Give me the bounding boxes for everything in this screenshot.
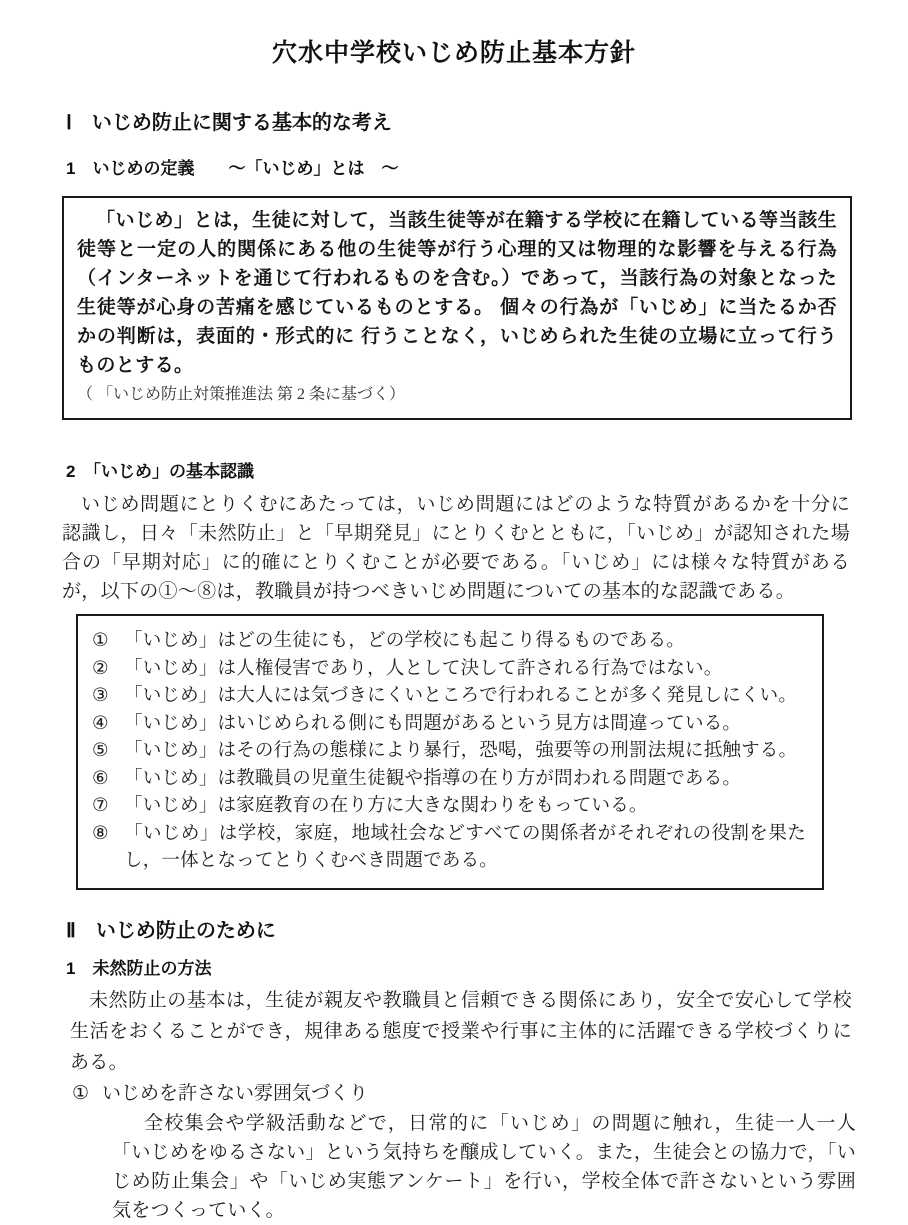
- list-item: [92, 683, 806, 711]
- item-text: 「いじめ」は大人には気づきにくいところで行われることが多く発見しにくい。: [124, 686, 798, 706]
- item-number: ④: [92, 713, 109, 734]
- item-number: ⑧: [92, 823, 109, 844]
- prevention-paragraph: 未然防止の基本は，生徒が親友や教職員と信頼できる関係にあり，安全で安心して学校生活をおくることができ，規律ある態度で授業や行事に主体的に活躍できる学校づくりにある。: [70, 989, 852, 1073]
- item-number: ⑥: [92, 768, 109, 789]
- list-item: [92, 766, 806, 794]
- basic-recognition-paragraph: いじめ問題にとりくむにあたっては，いじめ問題にはどのような特質があるかを十分に認識し，日々「未然防止」と「早期発見」にとりくむとともに，「いじめ」が認知された場合の「早期対応」に的確にとりくむことが必要である。「いじめ」には様々な特質があるが，以下の①～⑧は，教職員が持つべきいじめ問題についての基本的な認識である。: [62, 494, 850, 602]
- definition-citation: （ 「いじめ防止対策推進法 第 2 条に基づく）: [77, 386, 406, 403]
- list-item: [92, 656, 806, 684]
- list-item: [92, 711, 806, 739]
- section-1-heading: Ⅰ いじめ防止に関する基本的な考え: [66, 112, 392, 134]
- item-number: ②: [92, 658, 109, 679]
- item-text: 「いじめ」は家庭教育の在り方に大きな関わりをもっている。: [124, 796, 648, 816]
- prevention-point: [72, 1078, 908, 1109]
- point-label: いじめを許さない雰囲気づくり: [102, 1082, 369, 1104]
- prevention-point-detail: 全校集会や学級活動などで，日常的に「いじめ」の問題に触れ，生徒一人一人「いじめをゆるさない」という気持ちを醸成していく。また，生徒会との協力で，「いじめ防止集会」や「いじめ実態アンケート」を行い，学校全体で許さないという雰囲気をつくっていく。: [112, 1112, 856, 1221]
- list-item: [92, 628, 806, 656]
- basic-recognition-heading: 2 「いじめ」の基本認識: [66, 462, 254, 481]
- item-number: ①: [92, 631, 109, 651]
- item-text: 「いじめ」は人権侵害であり，人として決して許される行為ではない。: [124, 658, 723, 679]
- point-number: ①: [72, 1082, 90, 1104]
- item-text: 「いじめ」はいじめられる側にも問題があるという見方は間違っている。: [124, 713, 742, 734]
- prevention-method-heading: 1 未然防止の方法: [66, 958, 212, 978]
- item-number: ⑦: [92, 796, 109, 816]
- recognition-list-box: [76, 614, 824, 890]
- document-title: 穴水中学校いじめ防止基本方針: [271, 39, 636, 67]
- list-item: [92, 738, 806, 766]
- definition-box: [62, 196, 852, 420]
- definition-body-text: 「いじめ」とは，生徒に対して，当該生徒等が在籍する学校に在籍している等当該生徒等と一定の人的関係にある他の生徒等が行う心理的又は物理的な影響を与える行為（インターネットを通じて行われるものを含む。）であって，当該行為の対象となった生徒等が心身の苦痛を感じているものとする。 個々の行為が「いじめ」に当たるか否かの判断は，表面的・形式的に 行うことなく，いじめられた生徒の立場に立って行うものとする。: [77, 210, 837, 376]
- section-2-heading: Ⅱ いじめ防止のために: [66, 919, 276, 942]
- item-text: 「いじめ」は教職員の児童生徒観や指導の在り方が問われる問題である。: [124, 768, 742, 789]
- item-number: ⑤: [92, 741, 109, 761]
- list-item: [92, 793, 806, 821]
- list-item: [92, 821, 806, 876]
- item-text: 「いじめ」は学校，家庭，地域社会などすべての関係者がそれぞれの役割を果たし，一体となってとりくむべき問題である。: [124, 823, 806, 871]
- item-text: 「いじめ」はどの生徒にも，どの学校にも起こり得るものである。: [124, 631, 686, 651]
- item-text: 「いじめ」はその行為の態様により暴行，恐喝，強要等の刑罰法規に抵触する。: [124, 741, 798, 761]
- item-number: ③: [92, 686, 109, 706]
- definition-heading: 1 いじめの定義 ～「いじめ」とは ～: [66, 159, 399, 178]
